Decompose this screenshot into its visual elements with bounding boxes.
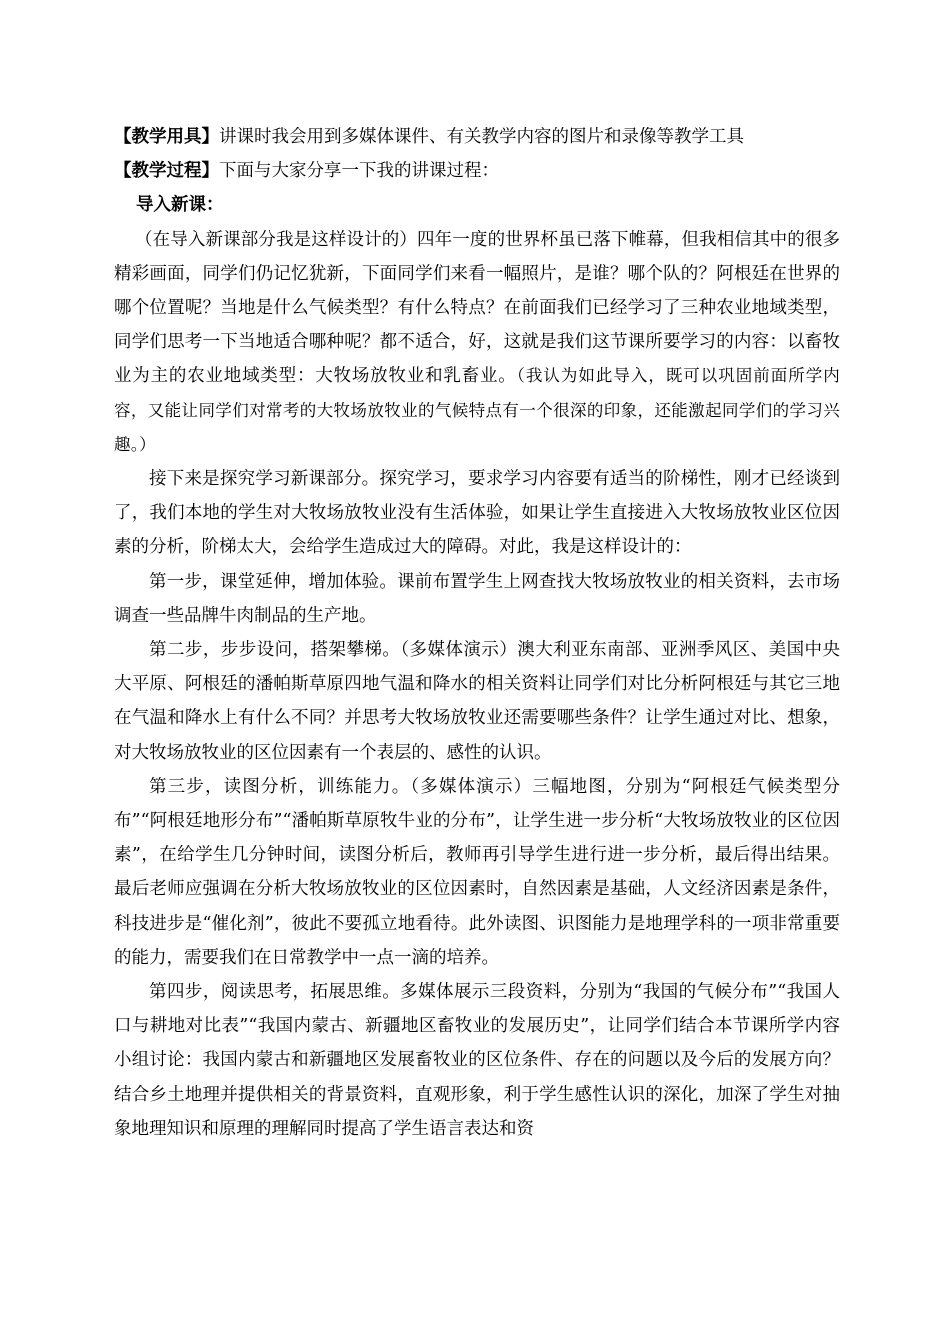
- paragraph-step-three: 第三步，读图分析，训练能力。（多媒体演示）三幅地图，分别为“阿根廷气候类型分布”“阿根廷地形分布”“潘帕斯草原牧牛业的分布”，让学生进一步分析“大牧场放牧业的区位因素”，在给学生几分钟时间，读图分析后，教师再引导学生进行进一步分析，最后得出结果。最后老师应强调在分析大牧场放牧业的区位因素时，自然因素是基础，人文经济因素是条件，科技进步是“催化剂”，彼此不要孤立地看待。此外读图、识图能力是地理学科的一项非常重要的能力，需要我们在日常教学中一点一滴的培养。: [114, 776, 840, 968]
- intro-paragraph: [114, 223, 840, 462]
- intro-note: （我认为如此导入，既可以巩固前面所学内容，又能让同学们对常考的大牧场放牧业的气候特点有一个很深的印象，还能激起同学们的学习兴趣。）: [114, 366, 841, 454]
- teaching-process-line: [114, 154, 840, 188]
- document-page: [114, 120, 840, 1146]
- paragraph-step-one: 第一步，课堂延伸，增加体验。课前布置学生上网查找大牧场放牧业的相关资料，去市场调查一些品牌牛肉制品的生产地。: [114, 571, 840, 626]
- teaching-process-text: 下面与大家分享一下我的讲课过程：: [219, 161, 499, 182]
- teaching-process-label: 【教学过程】: [114, 161, 219, 182]
- teaching-tools-label: 【教学用具】: [114, 127, 219, 147]
- intro-body: （在导入新课部分我是这样设计的）四年一度的世界杯虽已落下帷幕，但我相信其中的很多精彩画面，同学们仍记忆犹新，下面同学们来看一幅照片，是谁？哪个队的？阿根廷在世界的哪个位置呢？当地是什么气候类型？有什么特点？在前面我们已经学习了三种农业地域类型，同学们思考一下当地适合哪种呢？都不适合，好，这就是我们这节课所要学习的内容：以畜牧业为主的农业地域类型：大牧场放牧业和乳畜业。: [114, 229, 840, 387]
- paragraph-step-two: 第二步，步步设问，搭架攀梯。（多媒体演示）澳大利亚东南部、亚洲季风区、美国中央大平原、阿根廷的潘帕斯草原四地气温和降水的相关资料让同学们对比分析阿根廷与其它三地在气温和降水上有什么不同？并思考大牧场放牧业还需要哪些条件？让学生通过对比、想象，对大牧场放牧业的区位因素有一个表层的、感性的认识。: [114, 640, 840, 763]
- intro-heading: 导入新课：: [136, 195, 224, 216]
- teaching-tools-text: 讲课时我会用到多媒体课件、有关教学内容的图片和录像等教学工具: [219, 127, 744, 147]
- paragraph-inquiry: 接下来是探究学习新课部分。探究学习，要求学习内容要有适当的阶梯性，刚才已经谈到了，我们本地的学生对大牧场放牧业没有生活体验，如果让学生直接进入大牧场放牧业区位因素的分析，阶梯太大，会给学生造成过大的障碍。对此，我是这样设计的：: [114, 469, 840, 558]
- teaching-tools-line: [114, 120, 840, 154]
- paragraph-step-four: 第四步，阅读思考，拓展思维。多媒体展示三段资料，分别为“我国的气候分布”“我国人口与耕地对比表”“我国内蒙古、新疆地区畜牧业的发展历史”，让同学们结合本节课所学内容小组讨论：我国内蒙古和新疆地区发展畜牧业的区位条件、存在的问题以及今后的发展方向？结合乡土地理并提供相关的背景资料，直观形象，利于学生感性认识的深化，加深了学生对抽象地理知识和原理的理解同时提高了学生语言表达和资: [114, 982, 840, 1139]
